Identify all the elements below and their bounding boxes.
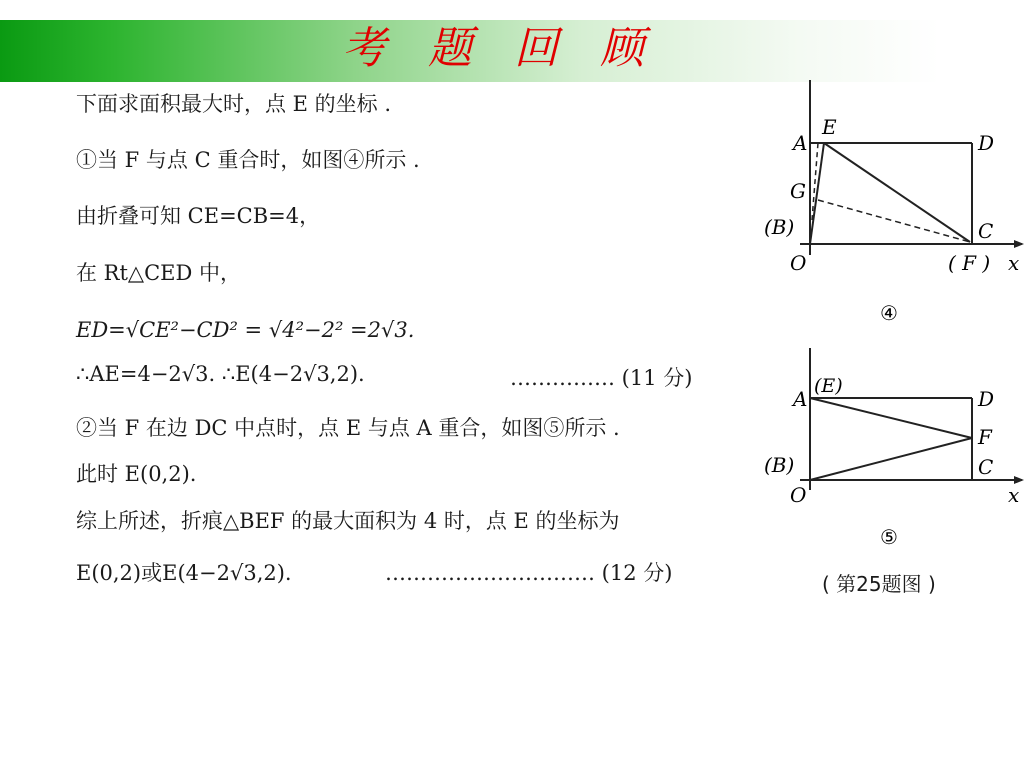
label-F: ( F ) <box>948 251 991 275</box>
text-line-1: 下面求面积最大时，点 E 的坐标 . <box>76 92 392 116</box>
text-line-2: ①当 F 与点 C 重合时，如图④所示 . <box>76 148 420 172</box>
text-line-3: 由折叠可知 CE=CB=4， <box>76 204 321 228</box>
figure-4-diagram <box>760 80 1024 330</box>
slide-title: 考 题 回 顾 <box>342 23 658 74</box>
segment-BE <box>810 143 824 244</box>
figure-5-number: ⑤ <box>880 525 898 549</box>
figure-4-number: ④ <box>880 301 898 325</box>
label-A: A <box>793 387 808 411</box>
text-line-7: ②当 F 在边 DC 中点时，点 E 与点 A 重合，如图⑤所示 . <box>76 416 620 440</box>
figure-5-diagram <box>760 348 1024 553</box>
label-B: (B) <box>764 215 795 239</box>
label-D: D <box>978 131 995 155</box>
label-G: G <box>790 179 806 203</box>
text-line-8: 此时 E(0,2). <box>76 462 197 486</box>
figure-caption: ( 第25题图 ) <box>822 572 936 596</box>
label-C: C <box>978 219 994 243</box>
text-line-10: E(0,2)或E(4−2√3,2). <box>76 561 292 585</box>
score-12: ………………………… (12 分) <box>385 561 673 585</box>
label-x: x <box>1008 483 1020 507</box>
label-C: C <box>978 455 994 479</box>
label-A: A <box>793 131 808 155</box>
label-E: E <box>822 115 837 139</box>
text-line-6: ∴AE=4−2√3. ∴E(4−2√3,2). <box>76 362 365 386</box>
label-F: F <box>978 425 992 449</box>
segment-CE <box>824 143 970 242</box>
segment-GC-dashed <box>818 200 970 242</box>
label-B: (B) <box>764 453 795 477</box>
text-line-5-equation: ED=√CE²−CD² = √4²−2² =2√3. <box>76 318 415 342</box>
label-O: O <box>790 251 807 275</box>
label-x: x <box>1008 251 1020 275</box>
score-11: …………… (11 分) <box>510 366 693 390</box>
x-axis-arrow <box>1014 240 1024 248</box>
text-line-9: 综上所述，折痕△BEF 的最大面积为 4 时，点 E 的坐标为 <box>76 509 620 533</box>
label-E: (E) <box>814 375 843 397</box>
segment-BF <box>810 438 972 480</box>
text-line-4: 在 Rt△CED 中， <box>76 261 241 285</box>
label-O: O <box>790 483 807 507</box>
label-D: D <box>978 387 995 411</box>
segment-EF <box>810 398 972 438</box>
